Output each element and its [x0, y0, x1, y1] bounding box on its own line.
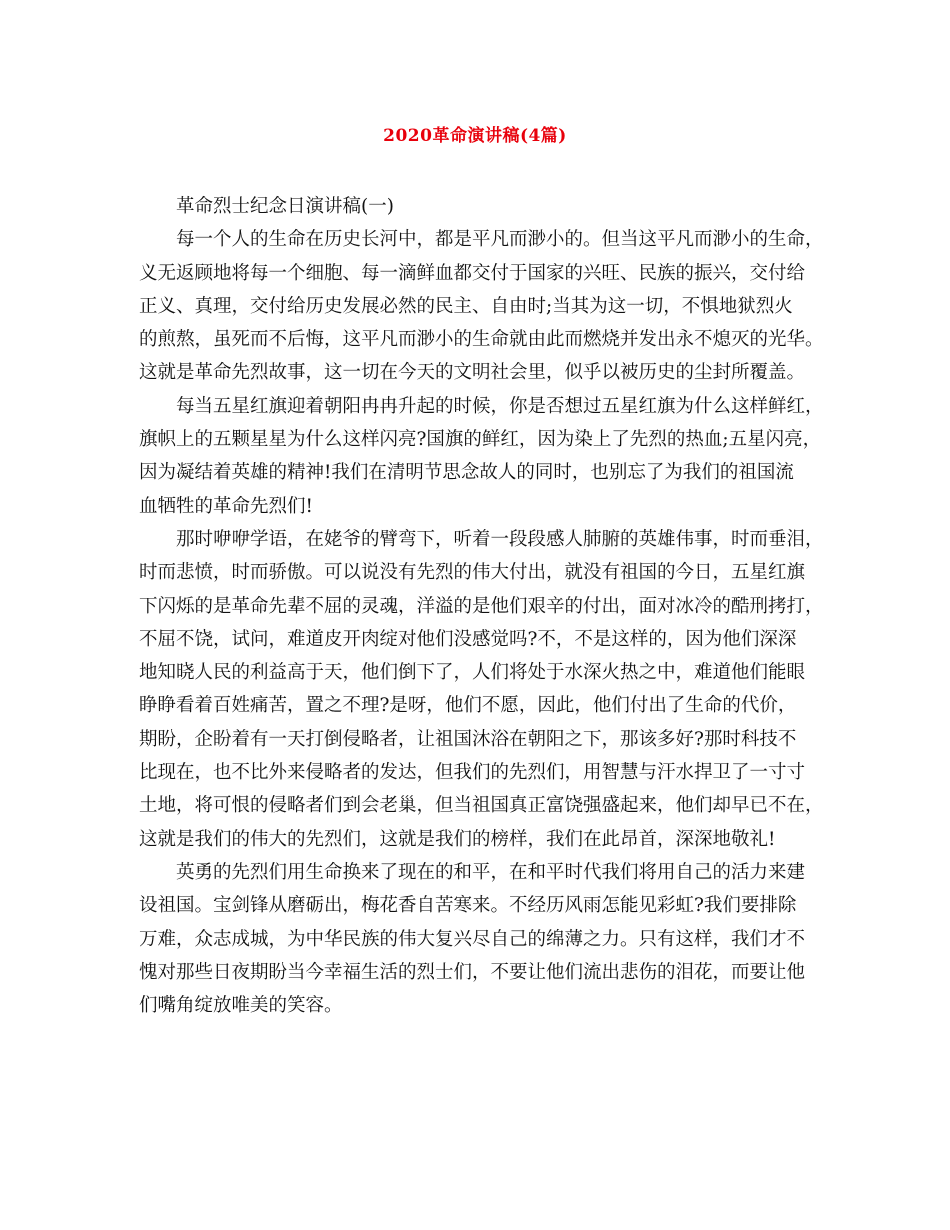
paragraph-line: 不屈不饶，试问，难道皮开肉绽对他们没感觉吗?不，不是这样的，因为他们深深 — [139, 628, 797, 650]
paragraph-line: 愧对那些日夜期盼当今幸福生活的烈士们，不要让他们流出悲伤的泪花，而要让他 — [139, 961, 806, 983]
paragraph-2 — [139, 390, 824, 523]
paragraph-line: 们嘴角绽放唯美的笑容。 — [139, 995, 343, 1017]
paragraph-line: 的煎熬，虽死而不后悔，这平凡而渺小的生命就由此而燃烧并发出永不熄灭的光华。 — [139, 329, 824, 351]
paragraph-line: 旗帜上的五颗星星为什么这样闪亮?国旗的鲜红，因为染上了先烈的热血;五星闪亮， — [139, 429, 822, 451]
paragraph-line: 这就是我们的伟大的先烈们，这就是我们的榜样，我们在此昂首，深深地敬礼! — [139, 828, 776, 850]
paragraph-line: 睁睁看着百姓痛苦，置之不理?是呀，他们不愿，因此，他们付出了生命的代价， — [139, 695, 797, 717]
paragraph-line: 英勇的先烈们用生命换来了现在的和平，在和平时代我们将用自己的活力来建 — [176, 861, 806, 883]
paragraph-line: 义无返顾地将每一个细胞、每一滴鲜血都交付于国家的兴旺、民族的振兴，交付给 — [139, 262, 806, 284]
section-heading: 革命烈士纪念日演讲稿(一) — [176, 196, 394, 217]
paragraph-line: 比现在，也不比外来侵略者的发达，但我们的先烈们，用智慧与汗水捍卫了一寸寸 — [139, 762, 806, 784]
document-body — [139, 190, 824, 1022]
document-title: 2020革命演讲稿(4篇) — [383, 126, 567, 146]
paragraph-4 — [139, 856, 815, 1022]
paragraph-line: 血牺牲的革命先烈们! — [139, 495, 313, 517]
paragraph-line: 下闪烁的是革命先辈不屈的灵魂，洋溢的是他们艰辛的付出，面对冰冷的酷刑拷打， — [139, 595, 824, 617]
paragraph-line: 土地，将可恨的侵略者们到会老巢，但当祖国真正富饶强盛起来，他们却早已不在， — [139, 795, 824, 817]
paragraph-line: 万难，众志成城，为中华民族的伟大复兴尽自己的绵薄之力。只有这样，我们才不 — [139, 928, 806, 950]
paragraph-line: 时而悲愤，时而骄傲。可以说没有先烈的伟大付出，就没有祖国的今日，五星红旗 — [139, 562, 806, 584]
paragraph-line: 期盼，企盼着有一天打倒侵略者，让祖国沐浴在朝阳之下，那该多好?那时科技不 — [139, 728, 797, 750]
paragraph-1 — [139, 223, 824, 389]
paragraph-3 — [139, 523, 824, 856]
paragraph-line: 地知晓人民的利益高于天，他们倒下了，人们将处于水深火热之中，难道他们能眼 — [139, 662, 806, 684]
paragraph-line: 那时咿咿学语，在姥爷的臂弯下，听着一段段感人肺腑的英雄伟事，时而垂泪， — [176, 528, 824, 550]
paragraph-line: 这就是革命先烈故事，这一切在今天的文明社会里，似乎以被历史的尘封所覆盖。 — [139, 362, 806, 384]
paragraph-line: 因为凝结着英雄的精神!我们在清明节思念故人的同时，也别忘了为我们的祖国流 — [139, 462, 794, 484]
paragraph-line: 每一个人的生命在历史长河中，都是平凡而渺小的。但当这平凡而渺小的生命， — [176, 229, 824, 251]
paragraph-line: 设祖国。宝剑锋从磨砺出，梅花香自苦寒来。不经历风雨怎能见彩虹?我们要排除 — [139, 895, 797, 917]
paragraph-line: 每当五星红旗迎着朝阳冉冉升起的时候，你是否想过五星红旗为什么这样鲜红， — [176, 395, 824, 417]
paragraph-line: 正义、真理，交付给历史发展必然的民主、自由时;当其为这一切，不惧地狱烈火 — [139, 295, 793, 317]
